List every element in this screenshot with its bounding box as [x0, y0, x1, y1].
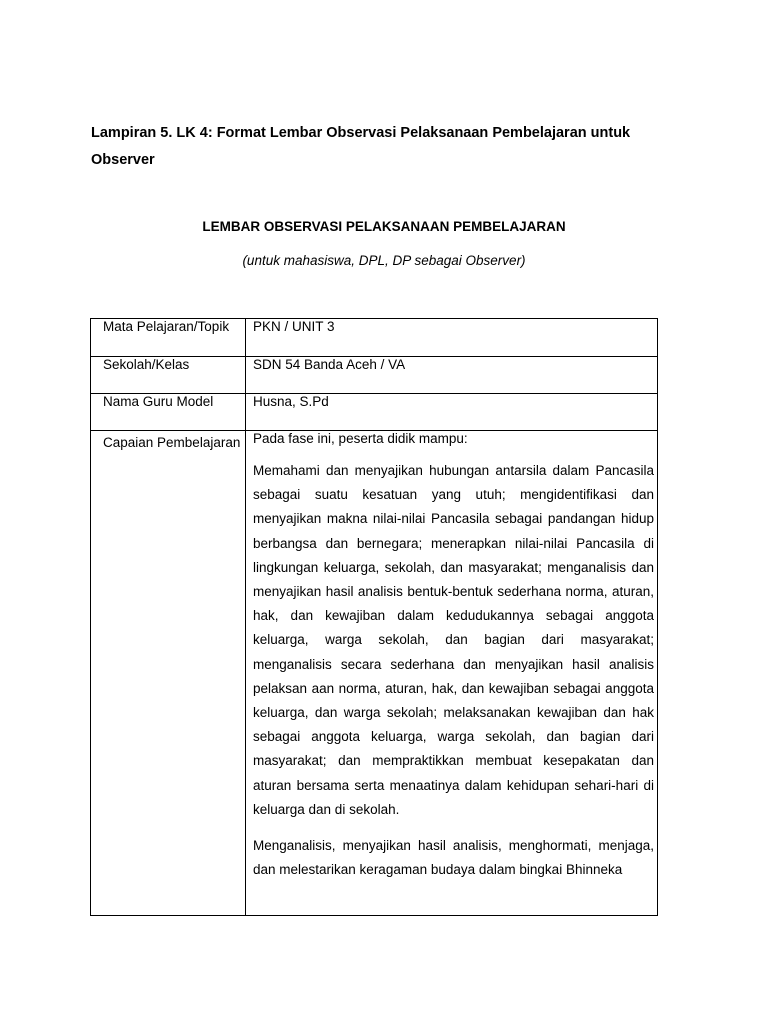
observation-table	[90, 318, 658, 916]
row-value: PKN / UNIT 3	[246, 319, 658, 357]
table-row	[91, 319, 658, 357]
row-label: Mata Pelajaran/Topik	[91, 319, 246, 357]
capaian-intro: Pada fase ini, peserta didik mampu:	[253, 431, 468, 446]
row-label: Sekolah/Kelas	[91, 357, 246, 394]
row-value: Husna, S.Pd	[246, 394, 658, 431]
capaian-content	[246, 431, 658, 916]
document-title: LEMBAR OBSERVASI PELAKSANAAN PEMBELAJARAN	[202, 219, 566, 234]
capaian-paragraph: Memahami dan menyajikan hubungan antarsila dalam Pancasila sebagai suatu kesatuan yang utuh; mengidentifikasi dan menyajikan makna nilai-nilai Pancasila sebagai pandangan hidup berbangsa dan bernegara; menerapkan nilai-nilai Pancasila di lingkungan keluarga, sekolah, dan masyarakat; menganalisis dan menyajikan hasil analisis bentuk-bentuk sederhana norma, aturan, hak, dan kewajiban dalam kedudukannya sebagai anggota keluarga, warga sekolah, dan bagian dari masyarakat; menganalisis secara sederhana dan menyajikan hasil analisis pelaksan aan norma, aturan, hak, dan kewajiban sebagai anggota keluarga, dan warga sekolah; melaksanakan kewajiban dan hak sebagai anggota keluarga, warga sekolah, dan bagian dari masyarakat; dan mempraktikkan membuat kesepakatan dan aturan bersama serta menaatinya dalam kehidupan sehari-hari di keluarga dan di sekolah.	[253, 463, 654, 817]
row-value: SDN 54 Banda Aceh / VA	[246, 357, 658, 394]
row-label: Nama Guru Model	[91, 394, 246, 431]
table-row	[91, 394, 658, 431]
capaian-paragraph: Menganalisis, menyajikan hasil analisis, menghormati, menjaga, dan melestarikan keragaman budaya dalam bingkai Bhinneka	[253, 838, 654, 878]
table-row	[91, 431, 658, 916]
capaian-label: Capaian Pembelajaran	[91, 431, 246, 916]
document-subtitle: (untuk mahasiswa, DPL, DP sebagai Observer)	[242, 253, 526, 268]
appendix-heading: Lampiran 5. LK 4: Format Lembar Observasi Pelaksanaan Pembelajaran untuk Observer	[91, 125, 631, 168]
table-row	[91, 357, 658, 394]
